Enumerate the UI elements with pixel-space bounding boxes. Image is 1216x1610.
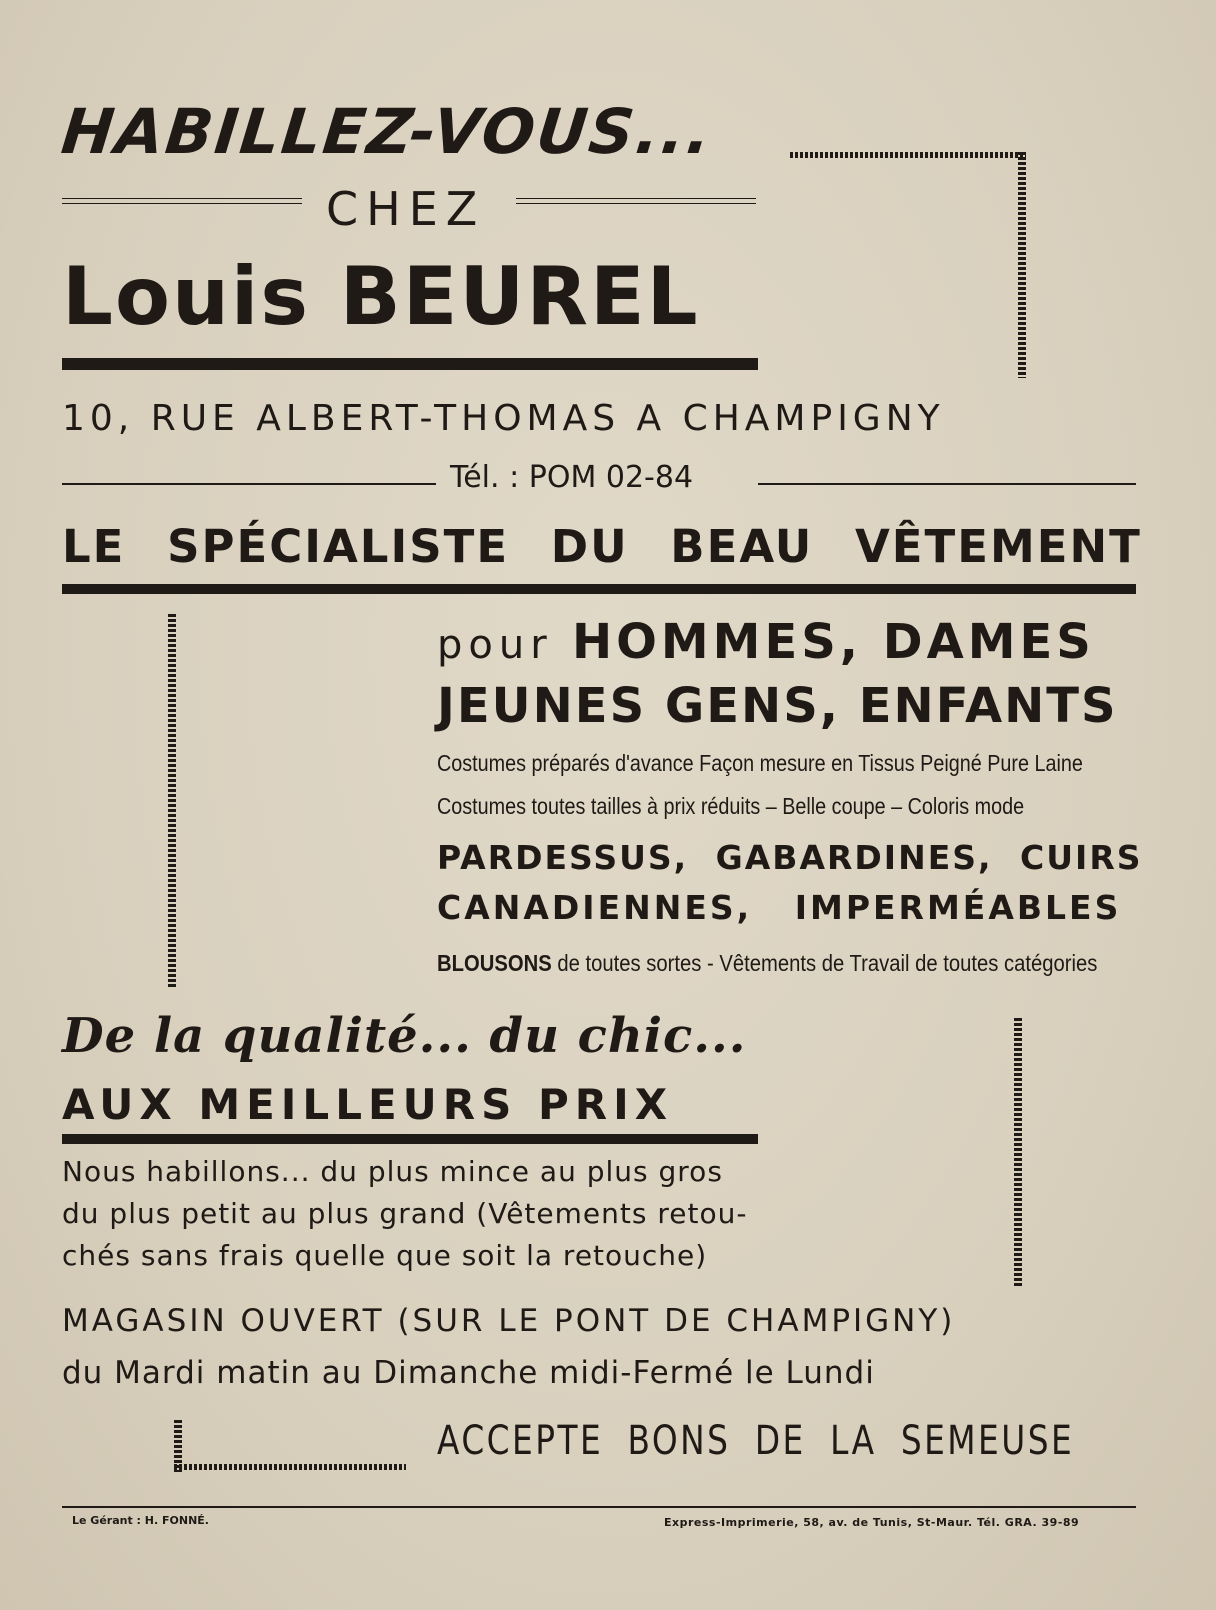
chez-left-rule [62, 198, 302, 204]
promo-text-line-3: chés sans frais quelle que soit la retouche) [62, 1239, 708, 1272]
chez-label: CHEZ [326, 182, 486, 236]
bottom-left-bracket-horizontal [174, 1464, 406, 1470]
telephone: Tél. : POM 02-84 [450, 460, 694, 495]
chez-right-rule [516, 198, 756, 204]
garments-line-1: PARDESSUS, GABARDINES, CUIRS [437, 838, 1143, 877]
shop-owner-name: Louis BEUREL [62, 250, 700, 343]
tagline: LE SPÉCIALISTE DU BEAU VÊTEMENT [62, 520, 1142, 573]
store-open: MAGASIN OUVERT (SUR LE PONT DE CHAMPIGNY) [62, 1303, 956, 1339]
tel-right-rule [758, 483, 1136, 485]
address: 10, RUE ALBERT-THOMAS A CHAMPIGNY [62, 398, 945, 439]
quality-slogan: De la qualité... du chic... [62, 1008, 747, 1064]
tel-left-rule [62, 483, 436, 485]
top-right-bracket-vertical [1018, 152, 1026, 378]
audience-line-1 [437, 614, 1095, 670]
prices-underline [62, 1134, 758, 1144]
left-dotted-border [168, 614, 176, 988]
footer-rule [62, 1506, 1136, 1508]
manager-credit: Le Gérant : H. FONNÉ. [72, 1514, 209, 1527]
promo-text-line-1: Nous habillons... du plus mince au plus gros [62, 1155, 723, 1188]
header-underline [62, 358, 758, 370]
blousons-word: BLOUSONS [437, 950, 552, 976]
audience-line-2: JEUNES GENS, ENFANTS [437, 678, 1118, 734]
blousons-line [437, 950, 1097, 977]
promo-text-line-2: du plus petit au plus grand (Vêtements retou- [62, 1197, 748, 1230]
costumes-line-1: Costumes préparés d'avance Façon mesure en Tissus Peigné Pure Laine [437, 750, 1083, 776]
top-right-bracket-horizontal [790, 152, 1026, 158]
blousons-rest: de toutes sortes - Vêtements de Travail de toutes catégories [551, 950, 1098, 976]
tagline-underline [62, 584, 1136, 594]
costumes-line-2: Costumes toutes tailles à prix réduits – Belle coupe – Coloris mode [437, 793, 1025, 819]
accepted-vouchers: ACCEPTE BONS DE LA SEMEUSE [437, 1418, 1075, 1464]
store-hours: du Mardi matin au Dimanche midi-Fermé le Lundi [62, 1355, 875, 1391]
right-dotted-border [1014, 1018, 1022, 1286]
headline: HABILLEZ-VOUS... [58, 95, 717, 168]
pour-word: pour [437, 622, 553, 668]
garments-line-2: CANADIENNES, IMPERMÉABLES [437, 888, 1122, 927]
audience-hommes-dames: HOMMES, DAMES [571, 614, 1095, 670]
best-prices: AUX MEILLEURS PRIX [62, 1080, 674, 1129]
printer-credit: Express-Imprimerie, 58, av. de Tunis, St-Maur. Tél. GRA. 39-89 [664, 1516, 1080, 1529]
